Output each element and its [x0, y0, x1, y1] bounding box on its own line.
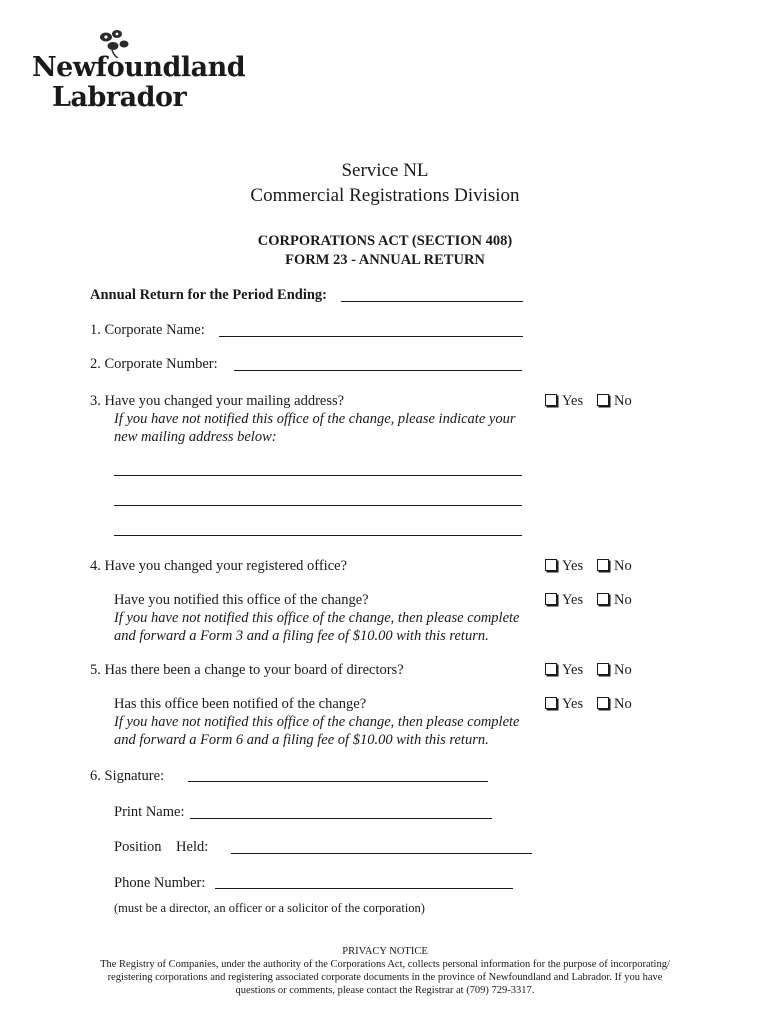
- yes-label: Yes: [562, 393, 584, 409]
- signatory-note: (must be a director, an officer or a solicitor of the corporation): [114, 901, 425, 915]
- logo-text-newfoundland: Newfoundland: [32, 52, 246, 83]
- q3-question: 3. Have you changed your mailing address?: [90, 393, 345, 409]
- checkbox[interactable]: [545, 697, 557, 709]
- q5-note-line2: and forward a Form 6 and a filing fee of $10.00 with this return.: [114, 732, 489, 748]
- q3-note-line2: new mailing address below:: [114, 429, 277, 445]
- q5-question: 5. Has there been a change to your board of directors?: [90, 662, 404, 678]
- mailing-address-line-1[interactable]: [114, 475, 522, 476]
- no-label: No: [614, 558, 632, 574]
- phone-number-field[interactable]: [215, 888, 513, 889]
- checkbox[interactable]: [597, 394, 609, 406]
- print-name-label: Print Name:: [114, 804, 185, 820]
- privacy-line1: The Registry of Companies, under the authority of the Corporations Act, collects personal information for the purpose of incorporating/: [100, 959, 670, 970]
- q4-question: 4. Have you changed your registered office?: [90, 558, 347, 574]
- period-field[interactable]: [341, 301, 523, 302]
- mailing-address-line-3[interactable]: [114, 535, 522, 536]
- checkbox[interactable]: [545, 663, 557, 675]
- signature-field[interactable]: [188, 781, 488, 782]
- q4-note-line1: If you have not notified this office of the change, then please complete: [114, 610, 520, 626]
- phone-number-label: Phone Number:: [114, 875, 206, 891]
- checkbox[interactable]: [545, 593, 557, 605]
- no-label: No: [614, 393, 632, 409]
- q5-note-line1: If you have not notified this office of the change, then please complete: [114, 714, 520, 730]
- mailing-address-line-2[interactable]: [114, 505, 522, 506]
- position-held-field[interactable]: [231, 853, 532, 854]
- q4-sub-yes-option[interactable]: [545, 592, 583, 609]
- q5-sub-question: Has this office been notified of the change?: [114, 696, 367, 712]
- signature-label: 6. Signature:: [90, 768, 165, 784]
- q3-no-option[interactable]: [597, 393, 632, 410]
- checkbox[interactable]: [597, 663, 609, 675]
- privacy-title: PRIVACY NOTICE: [342, 946, 428, 957]
- q4-no-option[interactable]: [597, 558, 632, 575]
- checkbox[interactable]: [597, 697, 609, 709]
- yes-label: Yes: [562, 558, 584, 574]
- no-label: No: [614, 662, 632, 678]
- logo-text-labrador: Labrador: [52, 82, 187, 113]
- q5-no-option[interactable]: [597, 662, 632, 679]
- period-label: Annual Return for the Period Ending:: [90, 287, 327, 303]
- division-title: Commercial Registrations Division: [250, 185, 520, 206]
- corporate-number-field[interactable]: [234, 370, 522, 371]
- checkbox[interactable]: [545, 559, 557, 571]
- no-label: No: [614, 696, 632, 712]
- no-label: No: [614, 592, 632, 608]
- org-title: Service NL: [341, 160, 429, 181]
- yes-label: Yes: [562, 696, 584, 712]
- privacy-line3: questions or comments, please contact the Registrar at (709) 729-3317.: [235, 985, 535, 996]
- checkbox[interactable]: [545, 394, 557, 406]
- q4-sub-question: Have you notified this office of the change?: [114, 592, 369, 608]
- q5-sub-yes-option[interactable]: [545, 696, 583, 713]
- checkbox[interactable]: [597, 559, 609, 571]
- yes-label: Yes: [562, 662, 584, 678]
- position-held-label: Position Held:: [114, 839, 209, 855]
- q4-yes-option[interactable]: [545, 558, 583, 575]
- yes-label: Yes: [562, 592, 584, 608]
- checkbox[interactable]: [597, 593, 609, 605]
- corporate-name-field[interactable]: [219, 336, 523, 337]
- corporate-number-label: 2. Corporate Number:: [90, 356, 218, 372]
- q4-sub-no-option[interactable]: [597, 592, 632, 609]
- q5-sub-no-option[interactable]: [597, 696, 632, 713]
- q5-yes-option[interactable]: [545, 662, 583, 679]
- privacy-line2: registering corporations and registering associated corporate documents in the province of Newfoundland and Labrador. If you have: [107, 972, 663, 983]
- q3-yes-option[interactable]: [545, 393, 583, 410]
- act-title: CORPORATIONS ACT (SECTION 408): [257, 233, 513, 249]
- form-title: FORM 23 - ANNUAL RETURN: [285, 252, 485, 268]
- q4-note-line2: and forward a Form 3 and a filing fee of $10.00 with this return.: [114, 628, 489, 644]
- print-name-field[interactable]: [190, 818, 492, 819]
- corporate-name-label: 1. Corporate Name:: [90, 322, 205, 338]
- q3-note-line1: If you have not notified this office of the change, please indicate your: [114, 411, 516, 427]
